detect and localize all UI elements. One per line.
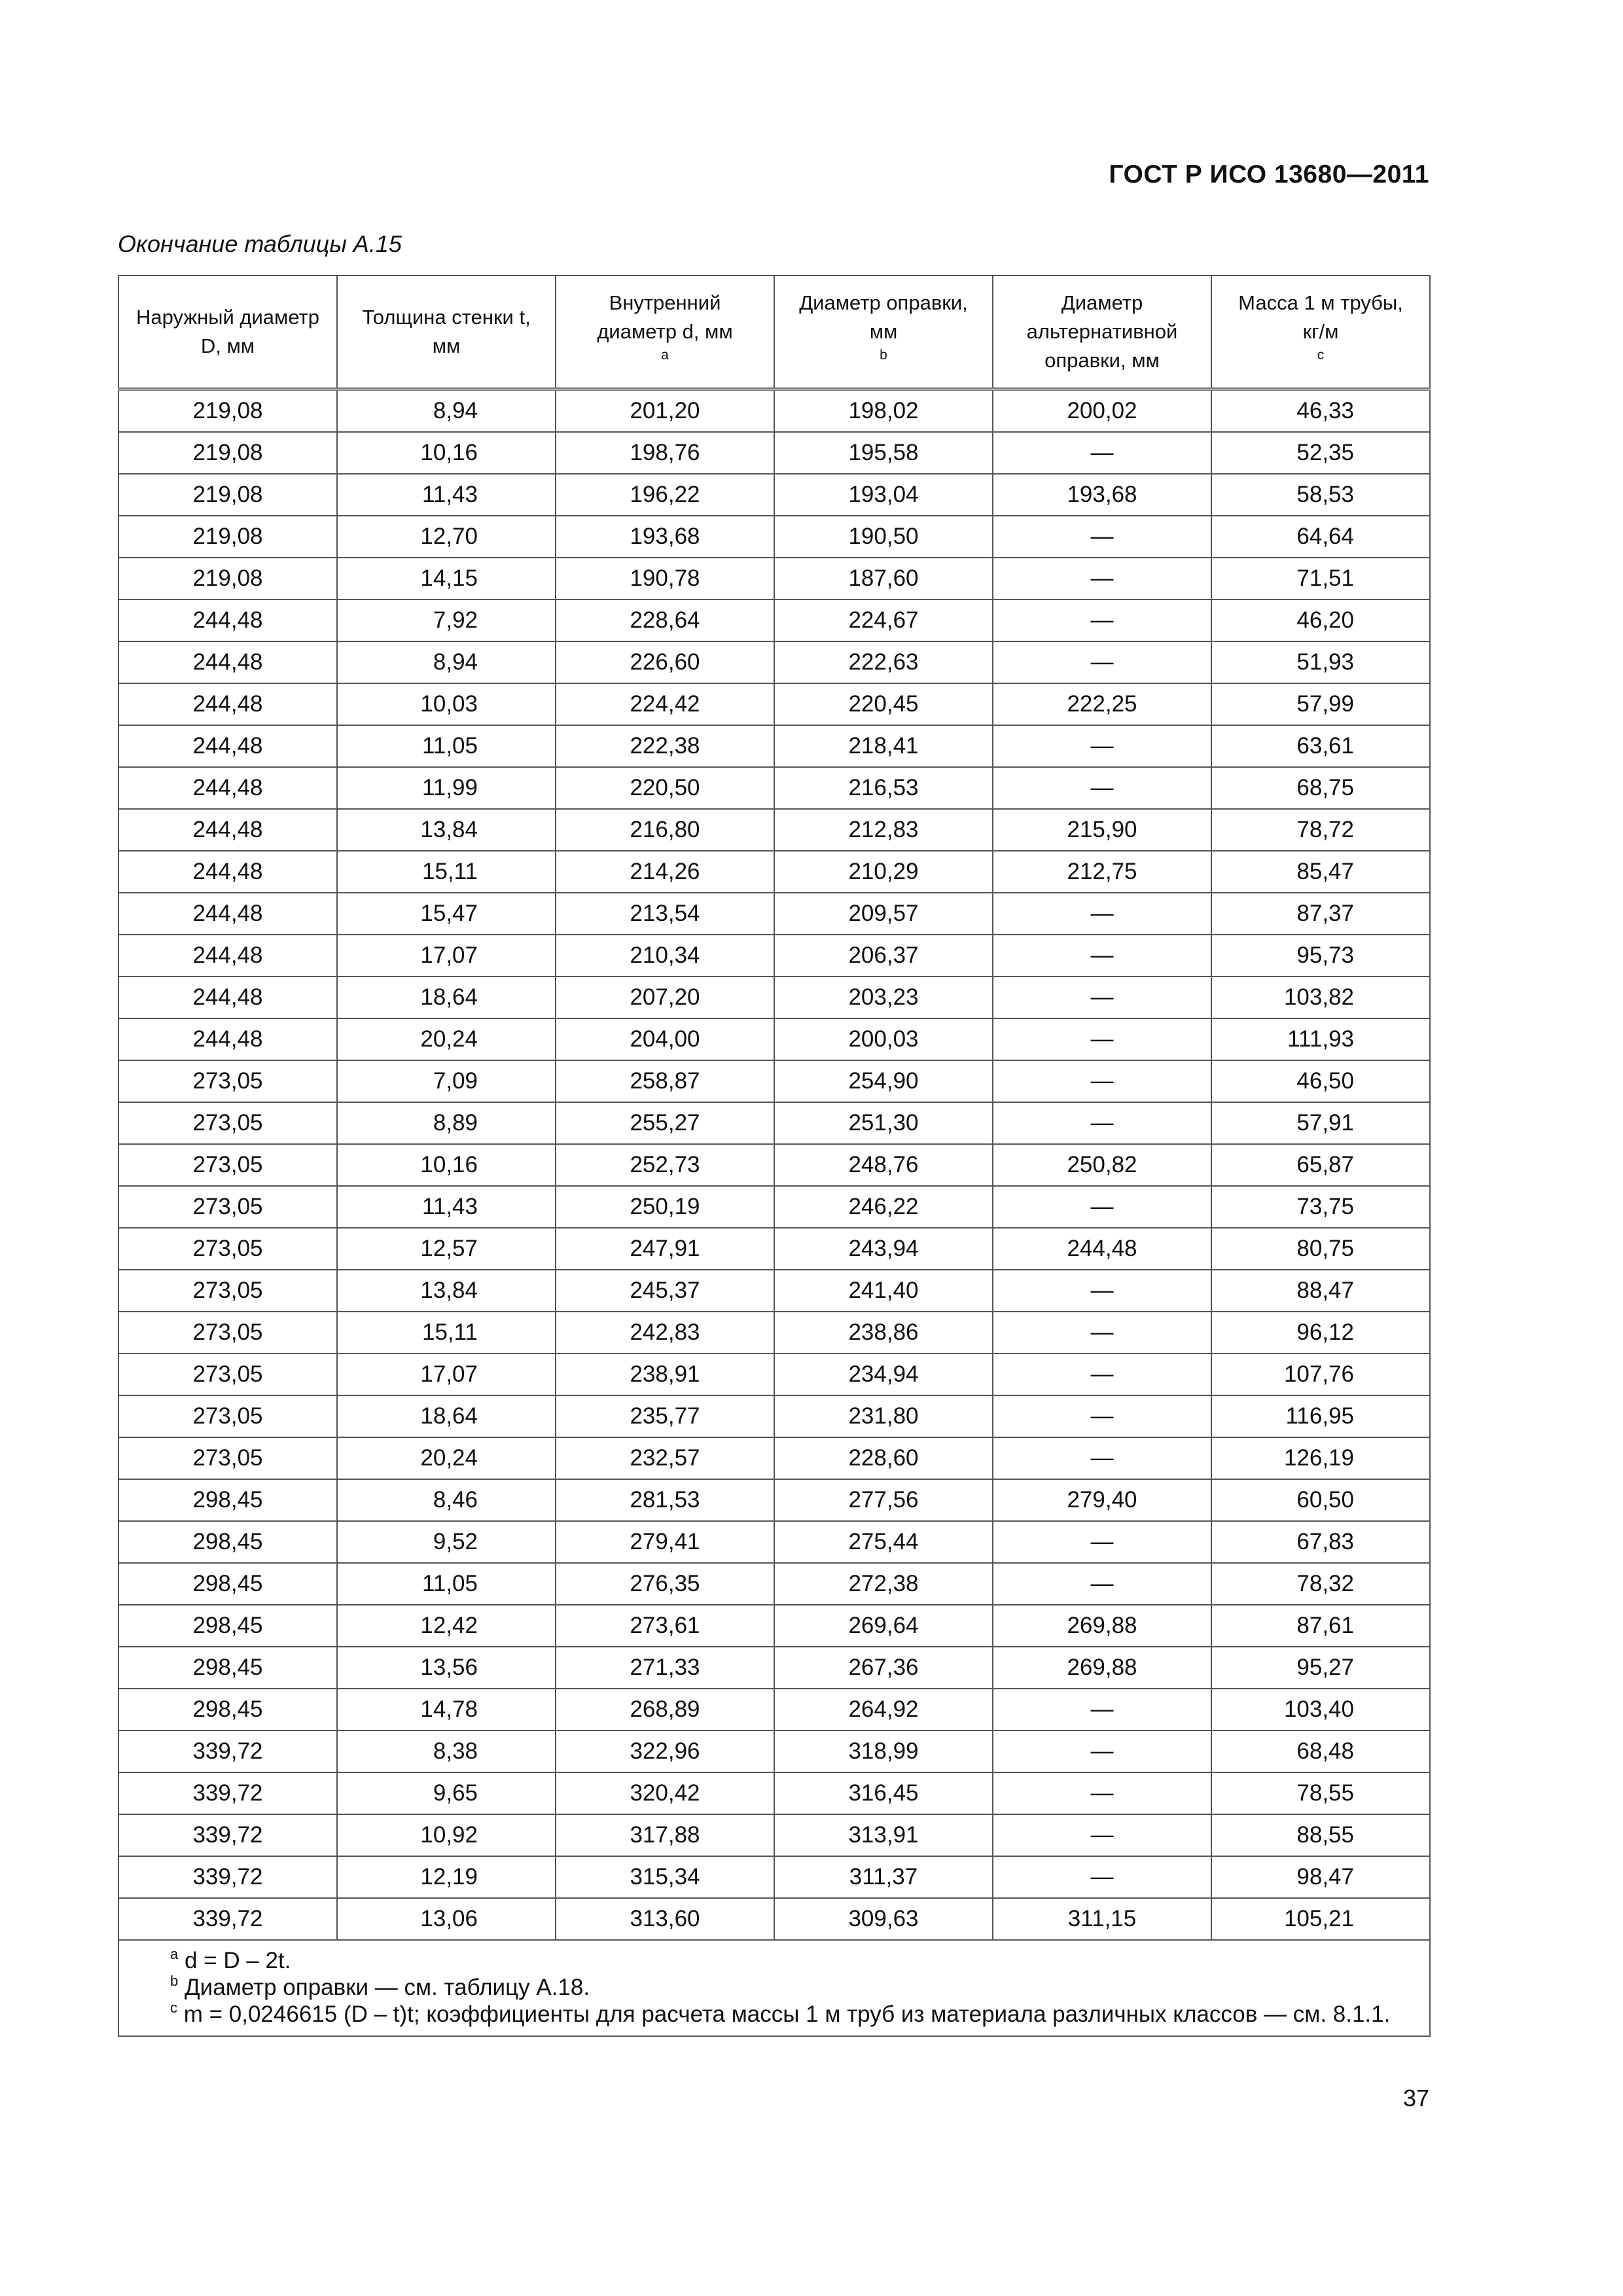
table-header xyxy=(118,276,1430,389)
cell-inner-diameter: 255,27 xyxy=(556,1102,774,1144)
table-row xyxy=(118,767,1430,809)
cell-outer-diameter: 219,08 xyxy=(118,558,337,600)
cell-mass: 96,12 xyxy=(1211,1312,1430,1354)
cell-mass: 103,40 xyxy=(1211,1689,1430,1731)
cell-inner-diameter: 201,20 xyxy=(556,389,774,433)
cell-alt-drift-diameter: — xyxy=(993,935,1211,977)
cell-alt-drift-diameter: — xyxy=(993,558,1211,600)
cell-inner-diameter: 190,78 xyxy=(556,558,774,600)
cell-mass: 126,19 xyxy=(1211,1437,1430,1479)
page-number: 37 xyxy=(1402,2085,1429,2111)
cell-mass: 85,47 xyxy=(1211,851,1430,893)
cell-mass: 78,55 xyxy=(1211,1772,1430,1814)
cell-outer-diameter: 244,48 xyxy=(118,977,337,1018)
cell-alt-drift-diameter: — xyxy=(993,725,1211,767)
cell-drift-diameter: 193,04 xyxy=(774,474,993,516)
cell-mass: 105,21 xyxy=(1211,1898,1430,1940)
header-outer-diameter xyxy=(118,276,337,389)
cell-wall-thickness: 14,15 xyxy=(337,558,556,600)
table-row xyxy=(118,1856,1430,1898)
cell-inner-diameter: 279,41 xyxy=(556,1521,774,1563)
cell-alt-drift-diameter: — xyxy=(993,977,1211,1018)
cell-mass: 88,47 xyxy=(1211,1270,1430,1312)
cell-drift-diameter: 272,38 xyxy=(774,1563,993,1605)
cell-outer-diameter: 298,45 xyxy=(118,1521,337,1563)
cell-mass: 46,50 xyxy=(1211,1060,1430,1102)
cell-alt-drift-diameter: — xyxy=(993,1270,1211,1312)
cell-drift-diameter: 254,90 xyxy=(774,1060,993,1102)
cell-wall-thickness: 8,46 xyxy=(337,1479,556,1521)
cell-mass: 58,53 xyxy=(1211,474,1430,516)
cell-wall-thickness: 17,07 xyxy=(337,1354,556,1395)
cell-alt-drift-diameter: — xyxy=(993,1437,1211,1479)
cell-wall-thickness: 15,11 xyxy=(337,851,556,893)
cell-alt-drift-diameter: 250,82 xyxy=(993,1144,1211,1186)
table-body xyxy=(118,389,1430,2037)
cell-inner-diameter: 322,96 xyxy=(556,1731,774,1772)
cell-drift-diameter: 216,53 xyxy=(774,767,993,809)
cell-mass: 60,50 xyxy=(1211,1479,1430,1521)
cell-drift-diameter: 209,57 xyxy=(774,893,993,935)
cell-outer-diameter: 244,48 xyxy=(118,767,337,809)
cell-drift-diameter: 187,60 xyxy=(774,558,993,600)
cell-wall-thickness: 7,92 xyxy=(337,600,556,641)
footnote xyxy=(170,2001,1415,2028)
cell-mass: 51,93 xyxy=(1211,641,1430,683)
cell-inner-diameter: 214,26 xyxy=(556,851,774,893)
cell-drift-diameter: 243,94 xyxy=(774,1228,993,1270)
cell-drift-diameter: 218,41 xyxy=(774,725,993,767)
cell-alt-drift-diameter: — xyxy=(993,1731,1211,1772)
header-line: альтернативной xyxy=(1026,320,1178,343)
cell-outer-diameter: 244,48 xyxy=(118,809,337,851)
cell-wall-thickness: 9,52 xyxy=(337,1521,556,1563)
header-row xyxy=(118,276,1430,389)
cell-mass: 95,73 xyxy=(1211,935,1430,977)
cell-outer-diameter: 339,72 xyxy=(118,1731,337,1772)
cell-drift-diameter: 241,40 xyxy=(774,1270,993,1312)
cell-wall-thickness: 13,56 xyxy=(337,1647,556,1689)
cell-drift-diameter: 264,92 xyxy=(774,1689,993,1731)
header-line: мм xyxy=(432,334,461,357)
cell-alt-drift-diameter: — xyxy=(993,1312,1211,1354)
table-row xyxy=(118,1731,1430,1772)
cell-wall-thickness: 13,06 xyxy=(337,1898,556,1940)
cell-drift-diameter: 190,50 xyxy=(774,516,993,558)
cell-mass: 64,64 xyxy=(1211,516,1430,558)
cell-outer-diameter: 219,08 xyxy=(118,389,337,433)
footnote-text: m = 0,0246615 (D – t)t; коэффициенты для расчета массы 1 м труб из материала различных классов — см. 8.1.1. xyxy=(177,2001,1391,2027)
footnotes xyxy=(118,1940,1430,2036)
cell-inner-diameter: 224,42 xyxy=(556,683,774,725)
cell-alt-drift-diameter: — xyxy=(993,1814,1211,1856)
table-row xyxy=(118,1647,1430,1689)
cell-drift-diameter: 238,86 xyxy=(774,1312,993,1354)
cell-outer-diameter: 219,08 xyxy=(118,516,337,558)
cell-wall-thickness: 18,64 xyxy=(337,977,556,1018)
cell-inner-diameter: 198,76 xyxy=(556,432,774,474)
footnote-text: d = D – 2t. xyxy=(178,1948,291,1973)
cell-wall-thickness: 18,64 xyxy=(337,1395,556,1437)
cell-wall-thickness: 11,05 xyxy=(337,1563,556,1605)
table-row xyxy=(118,1395,1430,1437)
cell-inner-diameter: 271,33 xyxy=(556,1647,774,1689)
cell-outer-diameter: 219,08 xyxy=(118,432,337,474)
cell-wall-thickness: 12,42 xyxy=(337,1605,556,1647)
cell-outer-diameter: 244,48 xyxy=(118,893,337,935)
header-line: Масса 1 м трубы, xyxy=(1238,291,1403,314)
cell-inner-diameter: 193,68 xyxy=(556,516,774,558)
cell-drift-diameter: 316,45 xyxy=(774,1772,993,1814)
cell-inner-diameter: 313,60 xyxy=(556,1898,774,1940)
cell-alt-drift-diameter: 244,48 xyxy=(993,1228,1211,1270)
header-line: Внутренний xyxy=(609,291,721,314)
cell-outer-diameter: 273,05 xyxy=(118,1354,337,1395)
table-row xyxy=(118,1102,1430,1144)
cell-wall-thickness: 13,84 xyxy=(337,809,556,851)
cell-wall-thickness: 17,07 xyxy=(337,935,556,977)
cell-inner-diameter: 320,42 xyxy=(556,1772,774,1814)
cell-mass: 71,51 xyxy=(1211,558,1430,600)
header-line: оправки, мм xyxy=(1044,349,1160,372)
cell-mass: 78,32 xyxy=(1211,1563,1430,1605)
cell-outer-diameter: 339,72 xyxy=(118,1772,337,1814)
cell-drift-diameter: 275,44 xyxy=(774,1521,993,1563)
cell-mass: 103,82 xyxy=(1211,977,1430,1018)
cell-inner-diameter: 242,83 xyxy=(556,1312,774,1354)
cell-drift-diameter: 212,83 xyxy=(774,809,993,851)
cell-wall-thickness: 8,94 xyxy=(337,389,556,433)
cell-wall-thickness: 10,16 xyxy=(337,432,556,474)
cell-wall-thickness: 11,43 xyxy=(337,474,556,516)
cell-outer-diameter: 298,45 xyxy=(118,1605,337,1647)
cell-inner-diameter: 258,87 xyxy=(556,1060,774,1102)
footnote-marker: a xyxy=(661,348,669,363)
cell-alt-drift-diameter: — xyxy=(993,767,1211,809)
header-drift-diameter xyxy=(774,276,993,389)
table-caption: Окончание таблицы А.15 xyxy=(118,230,402,257)
cell-alt-drift-diameter: 212,75 xyxy=(993,851,1211,893)
cell-mass: 57,99 xyxy=(1211,683,1430,725)
cell-mass: 98,47 xyxy=(1211,1856,1430,1898)
cell-alt-drift-diameter: — xyxy=(993,1772,1211,1814)
footnotes-row xyxy=(118,1940,1430,2036)
cell-drift-diameter: 234,94 xyxy=(774,1354,993,1395)
cell-outer-diameter: 273,05 xyxy=(118,1312,337,1354)
header-line: D, мм xyxy=(200,334,255,357)
cell-inner-diameter: 213,54 xyxy=(556,893,774,935)
cell-inner-diameter: 232,57 xyxy=(556,1437,774,1479)
header-wall-thickness xyxy=(337,276,556,389)
cell-drift-diameter: 220,45 xyxy=(774,683,993,725)
footnote xyxy=(170,1974,1415,2001)
cell-wall-thickness: 10,03 xyxy=(337,683,556,725)
cell-drift-diameter: 269,64 xyxy=(774,1605,993,1647)
cell-inner-diameter: 235,77 xyxy=(556,1395,774,1437)
cell-inner-diameter: 210,34 xyxy=(556,935,774,977)
cell-wall-thickness: 20,24 xyxy=(337,1018,556,1060)
cell-alt-drift-diameter: — xyxy=(993,1102,1211,1144)
table-row xyxy=(118,600,1430,641)
cell-drift-diameter: 246,22 xyxy=(774,1186,993,1228)
cell-drift-diameter: 231,80 xyxy=(774,1395,993,1437)
cell-mass: 116,95 xyxy=(1211,1395,1430,1437)
table-row xyxy=(118,683,1430,725)
cell-mass: 57,91 xyxy=(1211,1102,1430,1144)
table-row xyxy=(118,977,1430,1018)
cell-alt-drift-diameter: 279,40 xyxy=(993,1479,1211,1521)
cell-outer-diameter: 339,72 xyxy=(118,1898,337,1940)
table-row xyxy=(118,558,1430,600)
cell-mass: 111,93 xyxy=(1211,1018,1430,1060)
table-row xyxy=(118,935,1430,977)
cell-alt-drift-diameter: — xyxy=(993,1354,1211,1395)
table-row xyxy=(118,725,1430,767)
cell-outer-diameter: 244,48 xyxy=(118,725,337,767)
cell-alt-drift-diameter: 222,25 xyxy=(993,683,1211,725)
table-row xyxy=(118,1689,1430,1731)
table-row xyxy=(118,809,1430,851)
cell-alt-drift-diameter: 200,02 xyxy=(993,389,1211,433)
cell-drift-diameter: 311,37 xyxy=(774,1856,993,1898)
table-row xyxy=(118,1772,1430,1814)
cell-drift-diameter: 210,29 xyxy=(774,851,993,893)
cell-wall-thickness: 7,09 xyxy=(337,1060,556,1102)
cell-wall-thickness: 12,70 xyxy=(337,516,556,558)
footnote-marker: c xyxy=(1317,348,1325,363)
table-row xyxy=(118,641,1430,683)
table-row xyxy=(118,1312,1430,1354)
header-line: мм xyxy=(869,320,898,343)
cell-wall-thickness: 13,84 xyxy=(337,1270,556,1312)
table-row xyxy=(118,1354,1430,1395)
cell-outer-diameter: 273,05 xyxy=(118,1437,337,1479)
cell-mass: 87,61 xyxy=(1211,1605,1430,1647)
cell-drift-diameter: 309,63 xyxy=(774,1898,993,1940)
table-row xyxy=(118,1060,1430,1102)
cell-outer-diameter: 298,45 xyxy=(118,1479,337,1521)
table-row xyxy=(118,1228,1430,1270)
cell-alt-drift-diameter: — xyxy=(993,893,1211,935)
cell-inner-diameter: 250,19 xyxy=(556,1186,774,1228)
header-inner-diameter xyxy=(556,276,774,389)
cell-drift-diameter: 251,30 xyxy=(774,1102,993,1144)
cell-alt-drift-diameter: — xyxy=(993,641,1211,683)
cell-outer-diameter: 339,72 xyxy=(118,1856,337,1898)
cell-drift-diameter: 318,99 xyxy=(774,1731,993,1772)
cell-inner-diameter: 268,89 xyxy=(556,1689,774,1731)
footnote xyxy=(170,1947,1415,1974)
cell-wall-thickness: 12,19 xyxy=(337,1856,556,1898)
cell-outer-diameter: 273,05 xyxy=(118,1270,337,1312)
table-row xyxy=(118,1437,1430,1479)
cell-outer-diameter: 298,45 xyxy=(118,1563,337,1605)
table-row xyxy=(118,516,1430,558)
cell-wall-thickness: 9,65 xyxy=(337,1772,556,1814)
cell-drift-diameter: 206,37 xyxy=(774,935,993,977)
cell-wall-thickness: 10,92 xyxy=(337,1814,556,1856)
cell-drift-diameter: 224,67 xyxy=(774,600,993,641)
cell-alt-drift-diameter: 193,68 xyxy=(993,474,1211,516)
cell-alt-drift-diameter: — xyxy=(993,1856,1211,1898)
cell-alt-drift-diameter: 311,15 xyxy=(993,1898,1211,1940)
cell-alt-drift-diameter: — xyxy=(993,600,1211,641)
table-row xyxy=(118,851,1430,893)
table-row xyxy=(118,1521,1430,1563)
cell-inner-diameter: 196,22 xyxy=(556,474,774,516)
cell-mass: 78,72 xyxy=(1211,809,1430,851)
table-row xyxy=(118,389,1430,433)
cell-mass: 107,76 xyxy=(1211,1354,1430,1395)
footnote-mark: c xyxy=(170,2000,177,2016)
footnote-mark: a xyxy=(170,1946,179,1962)
table-row xyxy=(118,893,1430,935)
header-line: кг/м xyxy=(1302,320,1339,343)
footnote-marker: b xyxy=(880,348,887,363)
cell-mass: 46,33 xyxy=(1211,389,1430,433)
cell-wall-thickness: 10,16 xyxy=(337,1144,556,1186)
cell-wall-thickness: 15,47 xyxy=(337,893,556,935)
cell-wall-thickness: 8,94 xyxy=(337,641,556,683)
cell-alt-drift-diameter: 269,88 xyxy=(993,1647,1211,1689)
table-row xyxy=(118,474,1430,516)
cell-outer-diameter: 273,05 xyxy=(118,1228,337,1270)
cell-wall-thickness: 15,11 xyxy=(337,1312,556,1354)
cell-alt-drift-diameter: — xyxy=(993,1395,1211,1437)
cell-inner-diameter: 281,53 xyxy=(556,1479,774,1521)
cell-alt-drift-diameter: — xyxy=(993,1186,1211,1228)
cell-mass: 95,27 xyxy=(1211,1647,1430,1689)
cell-outer-diameter: 244,48 xyxy=(118,1018,337,1060)
header-line: Наружный диаметр xyxy=(135,306,320,329)
cell-alt-drift-diameter: — xyxy=(993,516,1211,558)
cell-outer-diameter: 219,08 xyxy=(118,474,337,516)
table-row xyxy=(118,1814,1430,1856)
header-line: Диаметр xyxy=(1061,291,1143,314)
header-line: Диаметр оправки, xyxy=(799,291,968,314)
cell-wall-thickness: 8,38 xyxy=(337,1731,556,1772)
cell-wall-thickness: 11,99 xyxy=(337,767,556,809)
cell-inner-diameter: 247,91 xyxy=(556,1228,774,1270)
cell-alt-drift-diameter: — xyxy=(993,1563,1211,1605)
cell-mass: 73,75 xyxy=(1211,1186,1430,1228)
cell-wall-thickness: 12,57 xyxy=(337,1228,556,1270)
cell-alt-drift-diameter: — xyxy=(993,1060,1211,1102)
table-row xyxy=(118,1270,1430,1312)
cell-inner-diameter: 216,80 xyxy=(556,809,774,851)
table-row xyxy=(118,1144,1430,1186)
cell-inner-diameter: 273,61 xyxy=(556,1605,774,1647)
cell-outer-diameter: 298,45 xyxy=(118,1689,337,1731)
cell-drift-diameter: 228,60 xyxy=(774,1437,993,1479)
cell-outer-diameter: 244,48 xyxy=(118,641,337,683)
cell-mass: 88,55 xyxy=(1211,1814,1430,1856)
cell-alt-drift-diameter: 269,88 xyxy=(993,1605,1211,1647)
cell-drift-diameter: 200,03 xyxy=(774,1018,993,1060)
footnote-text: Диаметр оправки — см. таблицу А.18. xyxy=(178,1975,590,2000)
cell-mass: 68,75 xyxy=(1211,767,1430,809)
cell-wall-thickness: 20,24 xyxy=(337,1437,556,1479)
cell-drift-diameter: 195,58 xyxy=(774,432,993,474)
cell-outer-diameter: 244,48 xyxy=(118,935,337,977)
cell-outer-diameter: 273,05 xyxy=(118,1102,337,1144)
header-mass xyxy=(1211,276,1430,389)
cell-mass: 46,20 xyxy=(1211,600,1430,641)
cell-inner-diameter: 220,50 xyxy=(556,767,774,809)
pipe-dimensions-table xyxy=(118,275,1431,2037)
cell-wall-thickness: 11,43 xyxy=(337,1186,556,1228)
header-line: диаметр d, мм xyxy=(597,320,733,343)
table-row xyxy=(118,1605,1430,1647)
cell-inner-diameter: 207,20 xyxy=(556,977,774,1018)
header-alt-drift-diameter xyxy=(993,276,1211,389)
cell-mass: 80,75 xyxy=(1211,1228,1430,1270)
cell-inner-diameter: 226,60 xyxy=(556,641,774,683)
cell-wall-thickness: 14,78 xyxy=(337,1689,556,1731)
cell-drift-diameter: 313,91 xyxy=(774,1814,993,1856)
table-row xyxy=(118,1898,1430,1940)
table-row xyxy=(118,1479,1430,1521)
cell-wall-thickness: 8,89 xyxy=(337,1102,556,1144)
cell-mass: 67,83 xyxy=(1211,1521,1430,1563)
table-row xyxy=(118,1186,1430,1228)
cell-alt-drift-diameter: — xyxy=(993,1521,1211,1563)
cell-alt-drift-diameter: — xyxy=(993,1018,1211,1060)
cell-inner-diameter: 228,64 xyxy=(556,600,774,641)
header-line: Толщина стенки t, xyxy=(362,306,531,329)
cell-outer-diameter: 244,48 xyxy=(118,683,337,725)
cell-outer-diameter: 298,45 xyxy=(118,1647,337,1689)
document-header: ГОСТ Р ИСО 13680—2011 xyxy=(1109,160,1429,188)
cell-inner-diameter: 204,00 xyxy=(556,1018,774,1060)
cell-mass: 52,35 xyxy=(1211,432,1430,474)
footnote-mark: b xyxy=(170,1973,179,1989)
cell-alt-drift-diameter: — xyxy=(993,432,1211,474)
cell-mass: 63,61 xyxy=(1211,725,1430,767)
cell-outer-diameter: 273,05 xyxy=(118,1060,337,1102)
cell-drift-diameter: 198,02 xyxy=(774,389,993,433)
table-row xyxy=(118,1018,1430,1060)
cell-outer-diameter: 273,05 xyxy=(118,1144,337,1186)
cell-outer-diameter: 273,05 xyxy=(118,1395,337,1437)
cell-drift-diameter: 277,56 xyxy=(774,1479,993,1521)
cell-outer-diameter: 244,48 xyxy=(118,600,337,641)
cell-drift-diameter: 222,63 xyxy=(774,641,993,683)
cell-inner-diameter: 315,34 xyxy=(556,1856,774,1898)
cell-drift-diameter: 267,36 xyxy=(774,1647,993,1689)
cell-inner-diameter: 252,73 xyxy=(556,1144,774,1186)
table-row xyxy=(118,432,1430,474)
cell-alt-drift-diameter: 215,90 xyxy=(993,809,1211,851)
cell-wall-thickness: 11,05 xyxy=(337,725,556,767)
cell-inner-diameter: 238,91 xyxy=(556,1354,774,1395)
cell-outer-diameter: 273,05 xyxy=(118,1186,337,1228)
cell-drift-diameter: 248,76 xyxy=(774,1144,993,1186)
cell-inner-diameter: 245,37 xyxy=(556,1270,774,1312)
cell-inner-diameter: 276,35 xyxy=(556,1563,774,1605)
cell-inner-diameter: 222,38 xyxy=(556,725,774,767)
cell-mass: 65,87 xyxy=(1211,1144,1430,1186)
cell-drift-diameter: 203,23 xyxy=(774,977,993,1018)
cell-outer-diameter: 339,72 xyxy=(118,1814,337,1856)
cell-outer-diameter: 244,48 xyxy=(118,851,337,893)
cell-mass: 87,37 xyxy=(1211,893,1430,935)
table-row xyxy=(118,1563,1430,1605)
cell-alt-drift-diameter: — xyxy=(993,1689,1211,1731)
cell-mass: 68,48 xyxy=(1211,1731,1430,1772)
cell-inner-diameter: 317,88 xyxy=(556,1814,774,1856)
